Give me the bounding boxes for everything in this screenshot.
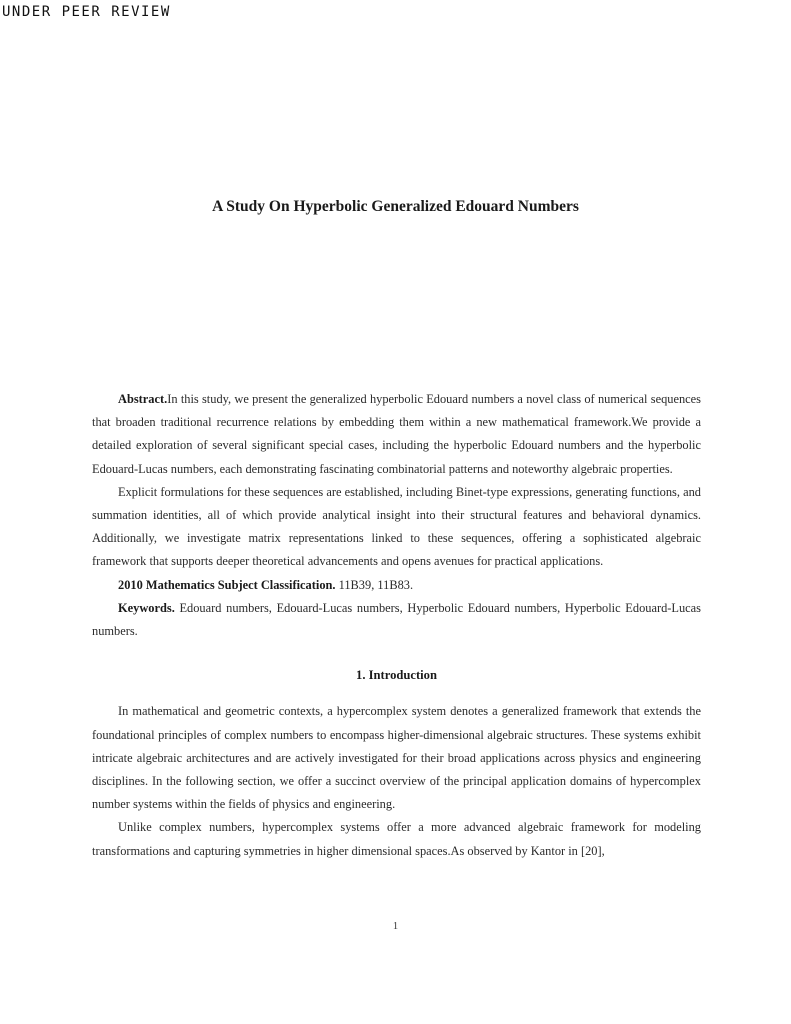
section-heading-introduction: 1. Introduction xyxy=(356,668,437,683)
msc-label: 2010 Mathematics Subject Classification. xyxy=(118,577,336,592)
abstract-paragraph-2 xyxy=(92,481,701,574)
keywords-label: Keywords. xyxy=(118,600,175,615)
peer-review-watermark: UNDER PEER REVIEW xyxy=(2,4,171,20)
introduction-text-1: In mathematical and geometric contexts, a hypercomplex system denotes a generalized framework that extends the foundational principles of complex numbers to encompass higher-dimensional algebraic structures. These systems exhibit intricate algebraic architectures and are actively investigated for their broad applications across physics and engineering disciplines. In the following section, we offer a succinct overview of the principal application domains of hypercomplex number systems within the fields of physics and engineering. xyxy=(92,704,701,812)
introduction-paragraph-2 xyxy=(92,816,701,862)
paper-title: A Study On Hyperbolic Generalized Edouard Numbers xyxy=(212,198,579,215)
abstract-text-1: In this study, we present the generalized hyperbolic Edouard numbers a novel class of numerical sequences that broaden traditional recurrence relations by embedding them within a new mathematical framework.We provide a detailed exploration of several significant special cases, including the hyperbolic Edouard numbers and the hyperbolic Edouard-Lucas numbers, each demonstrating fascinating combinatorial patterns and noteworthy algebraic properties. xyxy=(92,392,701,476)
introduction-text-2: Unlike complex numbers, hypercomplex systems offer a more advanced algebraic framework for modeling transformations and capturing symmetries in higher dimensional spaces.As observed by Kantor in [20], xyxy=(92,820,701,858)
msc-line xyxy=(92,574,701,597)
abstract-label: Abstract. xyxy=(118,392,168,406)
keywords-value: Edouard numbers, Edouard-Lucas numbers, Hyperbolic Edouard numbers, Hyperbolic Edouard-Lucas numbers. xyxy=(92,600,701,639)
keywords-line xyxy=(92,597,701,643)
msc-value: 11B39, 11B83. xyxy=(335,577,414,592)
page-number: 1 xyxy=(392,921,399,932)
abstract-paragraph-1 xyxy=(92,388,701,481)
introduction-paragraph-1 xyxy=(92,700,701,816)
abstract-text-2: Explicit formulations for these sequences are established, including Binet-type expressions, generating functions, and summation identities, all of which provide analytical insight into their structural features and behavioral dynamics. Additionally, we investigate matrix representations linked to these sequences, offering a sophisticated algebraic framework that supports deeper theoretical advancements and opens avenues for practical applications. xyxy=(92,484,701,569)
paper-body xyxy=(92,388,701,863)
